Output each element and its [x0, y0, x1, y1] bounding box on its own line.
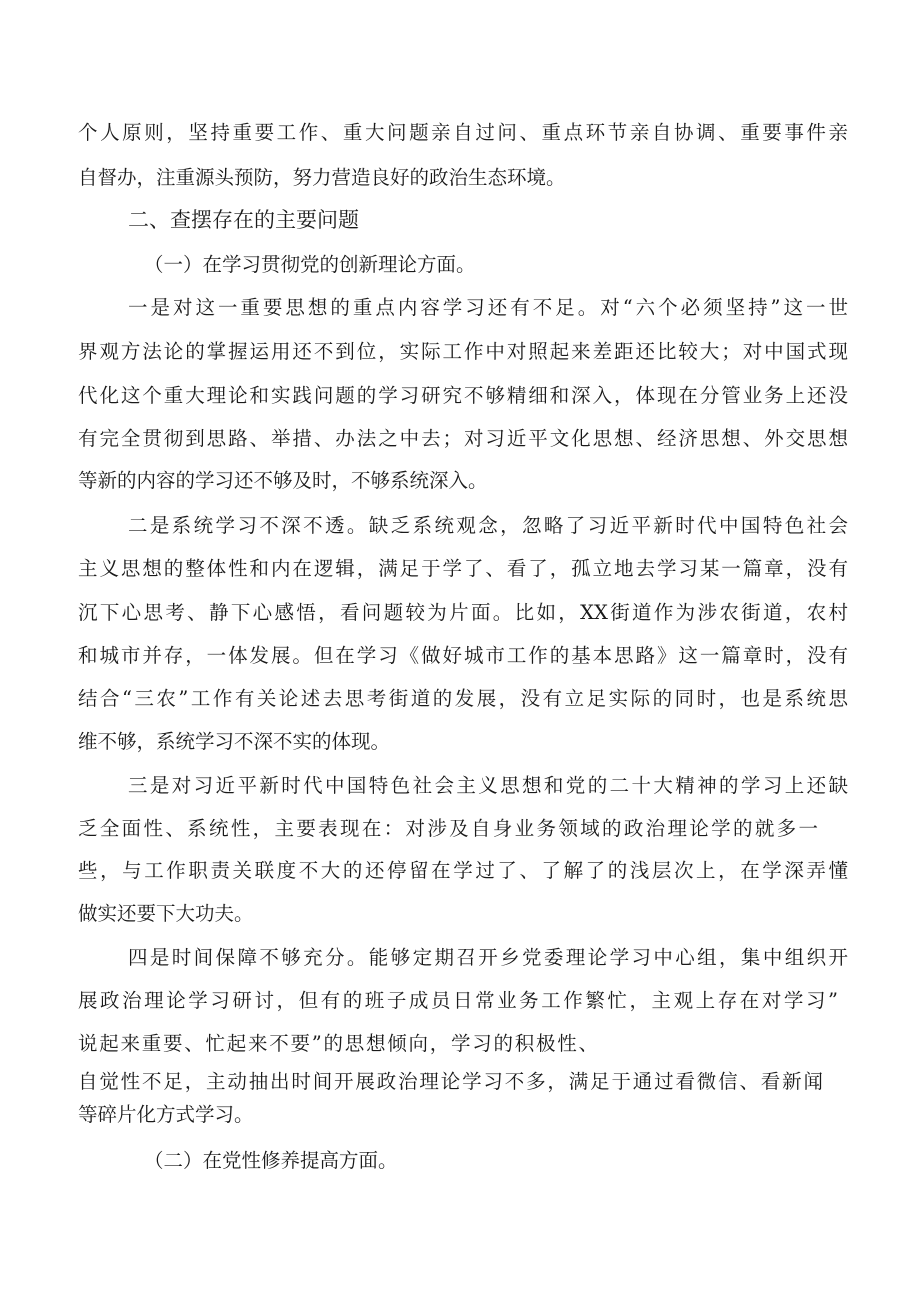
p3-line-3: 些，与工作职责关联度不大的还停留在学过了、了解了的浅层次上，在学深弄懂: [78, 859, 848, 882]
p3-line-4: 做实还要下大功夫。: [78, 902, 254, 925]
p3-line-1: 三是对习近平新时代中国特色社会主义思想和党的二十大精神的学习上还缺: [128, 774, 848, 797]
p4-line-3: 说起来重要、忙起来不要”的思想倾向，学习的积极性、: [78, 1032, 598, 1055]
p2-line-2: 主义思想的整体性和内在逻辑，满足于学了、看了，孤立地去学习某一篇章，没有: [78, 557, 848, 580]
p1-line-2: 界观方法论的掌握运用还不到位，实际工作中对照起来差距还比较大；对中国式现: [78, 340, 848, 363]
intro-line-2: 自督办，注重源头预防，努力营造良好的政治生态环境。: [78, 166, 566, 189]
p1-line-3: 代化这个重大理论和实践问题的学习研究不够精细和深入，体现在分管业务上还没: [78, 384, 848, 407]
p2-line-3: 沉下心思考、静下心感悟，看问题较为片面。比如，XX街道作为涉农街道，农村: [78, 601, 848, 624]
subsection-heading-2: （二）在党性修养提高方面。: [144, 1149, 398, 1172]
subsection-heading-1: （一）在学习贯彻党的创新理论方面。: [144, 253, 476, 276]
p2-line-6: 维不够，系统学习不深不实的体现。: [78, 730, 391, 753]
p1-line-1: 一是对这一重要思想的重点内容学习还有不足。对“六个必须坚持”这一世: [128, 296, 848, 319]
p3-line-2: 乏全面性、系统性，主要表现在：对涉及自身业务领域的政治理论学的就多一: [78, 817, 818, 840]
p1-line-5: 等新的内容的学习还不够及时，不够系统深入。: [78, 469, 488, 492]
p2-line-5: 结合“三农”工作有关论述去思考街道的发展，没有立足实际的同时，也是系统思: [78, 687, 848, 710]
p4-line-2: 展政治理论学习研讨，但有的班子成员日常业务工作繁忙，主观上存在对学习”: [78, 989, 838, 1012]
intro-line-1: 个人原则，坚持重要工作、重大问题亲自过问、重点环节亲自协调、重要事件亲: [78, 121, 848, 144]
section-heading: 二、查摆存在的主要问题: [128, 208, 359, 232]
p4-line-4: 自觉性不足，主动抽出时间开展政治理论学习不多，满足于通过看微信、看新闻: [78, 1070, 823, 1093]
p2-line-1: 二是系统学习不深不透。缺乏系统观念，忽略了习近平新时代中国特色社会: [128, 514, 848, 537]
p4-line-1: 四是时间保障不够充分。能够定期召开乡党委理论学习中心组，集中组织开: [128, 946, 848, 969]
p2-line-4: 和城市并存，一体发展。但在学习《做好城市工作的基本思路》这一篇章时，没有: [78, 644, 848, 667]
p1-line-4: 有完全贯彻到思路、举措、办法之中去；对习近平文化思想、经济思想、外交思想: [78, 427, 848, 450]
p4-line-5: 等碎片化方式学习。: [78, 1103, 254, 1126]
